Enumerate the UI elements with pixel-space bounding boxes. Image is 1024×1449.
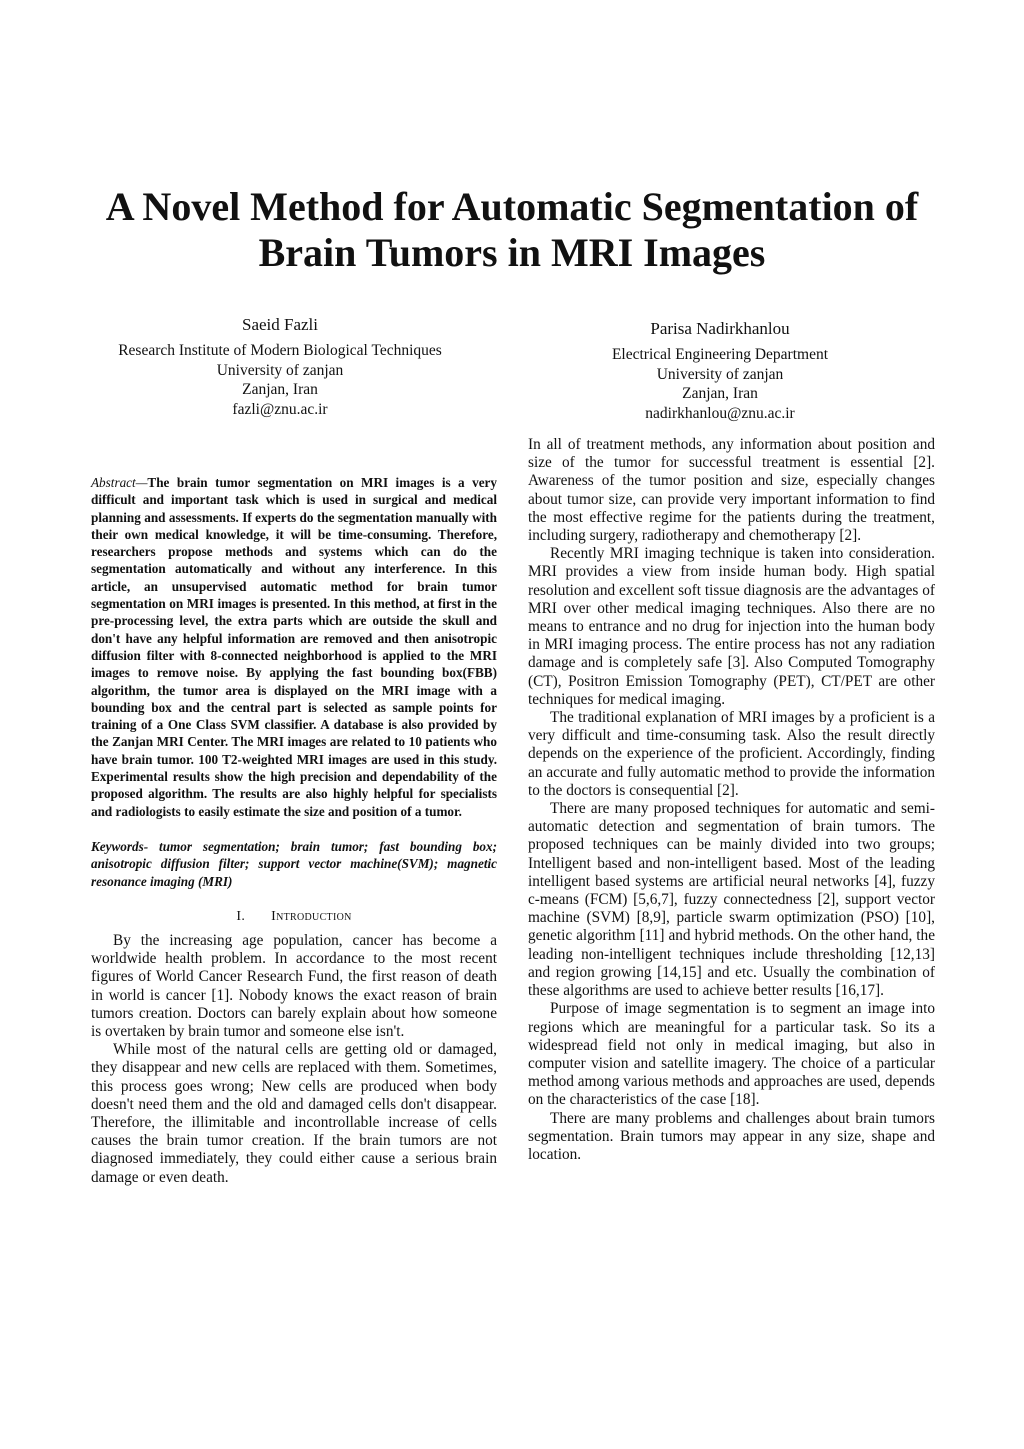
right-column — [528, 436, 935, 1164]
abstract — [91, 474, 497, 820]
author-block-1 — [90, 314, 470, 419]
author-affiliation: Electrical Engineering Department — [611, 346, 829, 363]
author-name: Parisa Nadirkhanlou — [650, 319, 790, 338]
section-number: I. — [236, 908, 246, 924]
left-column — [91, 474, 497, 1187]
author-university: University of zanjan — [216, 361, 344, 379]
keywords: Keywords- tumor segmentation; brain tumor; fast bounding box; anisotropic diffusion filter; support vector machine(SVM); magnetic resonance imaging (MRI) — [91, 838, 497, 889]
body-paragraph: There are many problems and challenges about brain tumors segmentation. Brain tumors may appear in any size, shape and location. — [528, 1109, 935, 1163]
abstract-label: Abstract— — [91, 475, 148, 490]
body-paragraph: In all of treatment methods, any information about position and size of the tumor for successful treatment is essential [2]. Awareness of the tumor position and size, especially changes about tumor size, can provide very important information to find the most effective regime for the patients during the treatment, including surgery, radiotherapy and chemotherapy [2]. — [528, 436, 935, 545]
title-line-1: A Novel Method for Automatic Segmentation of — [105, 184, 919, 229]
abstract-text: The brain tumor segmentation on MRI images is a very difficult and important task which is used in surgical and medical planning and assessments. If experts do the segmentation manually with their own medical knowledge, it will be time-consuming. Therefore, researchers propose methods and systems which can do the segmentation automatically and without any interference. In this article, an unsupervised automatic method for brain tumor segmentation on MRI images is presented. In this method, at first in the pre-processing level, the extra parts which are outside the skull and don't have any helpful information are removed and then anisotropic diffusion filter with 8-connected neighborhood is applied to the MRI images to remove noise. By applying the fast bounding box(FBB) algorithm, the tumor area is displayed on the MRI image with a bounding box and the central part is selected as sample points for training of a One Class SVM classifier. A database is also provided by the Zanjan MRI Center. The MRI images are related to 10 patients who have brain tumor. 100 T2-weighted MRI images are used in this study. Experimental results show the high precision and dependability of the proposed algorithm. The results are also highly helpful for specialists and radiologists to easily estimate the size and position of a tumor. — [91, 475, 497, 819]
body-paragraph: There are many proposed techniques for automatic and semi-automatic detection and segmentation of brain tumors. The proposed techniques can be mainly divided into two groups; Intelligent based and non-intelligent based. Most of the leading intelligent based systems are artificial neural networks [4], fuzzy c-means (FCM) [5,6,7], fuzzy connectedness [2], support vector machine (SVM) [8,9], particle swarm optimization (PSO) [10], genetic algorithm [11] and hybrid methods. On the other hand, the leading non-intelligent techniques include thresholding [12,13] and region growing [14,15] and etc. Usually the combination of these algorithms are used to achieve better results [16,17]. — [528, 800, 935, 1000]
body-paragraph: Recently MRI imaging technique is taken into consideration. MRI provides a view from inside human body. High spatial resolution and excellent soft tissue diagnosis are the advantages of MRI over other medical imaging techniques. Also there are no means to entrance and no drug for injection into the human body in MRI imaging process. The entire process has not any radiation damage and is completely safe [3]. Also Computed Tomography (CT), Positron Emission Tomography (PET), CT/PET are other techniques for medical imaging. — [528, 545, 935, 708]
body-paragraph: Purpose of image segmentation is to segment an image into regions which are meaningful for a particular task. So its a widespread field not only in medical imaging, but also in computer vision and satellite imagery. The choice of a particular method among various methods and approaches are used, depends on the characteristics of the case [18]. — [528, 1000, 935, 1109]
author-location: Zanjan, Iran — [682, 385, 758, 402]
section-title: Introduction — [271, 908, 352, 924]
body-paragraph: While most of the natural cells are getting old or damaged, they disappear and new cells are replaced with them. Sometimes, this process goes wrong; New cells are produced when body doesn't need them and the old and damaged cells don't disappear. Therefore, the illimitable and incontrollable increase of cells causes the brain tumor creation. If the brain tumors are not diagnosed immediately, they could either cause a serious brain damage or even death. — [91, 1041, 497, 1186]
body-paragraph: By the increasing age population, cancer has become a worldwide health problem. In accordance to the most recent figures of World Cancer Research Fund, the first reason of death in world is cancer [1]. Nobody knows the exact reason of brain tumors creation. Doctors can barely explain about how someone is overtaken by brain tumor and someone else isn't. — [91, 932, 497, 1041]
paper-title — [60, 184, 964, 276]
author-email: nadirkhanlou@znu.ac.ir — [645, 404, 795, 422]
body-paragraph: The traditional explanation of MRI images by a proficient is a very difficult and time-consuming task. Also the result directly depends on the experience of the proficient. Accordingly, finding an accurate and fully automatic method to provide the information to the doctors is consequential [2]. — [528, 709, 935, 799]
author-name: Saeid Fazli — [241, 315, 318, 334]
title-line-2: Brain Tumors in MRI Images — [258, 230, 766, 275]
author-university: University of zanjan — [656, 365, 784, 383]
author-block-2 — [540, 318, 900, 423]
section-heading-introduction — [91, 908, 497, 926]
author-affiliation: Research Institute of Modern Biological Techniques — [118, 342, 442, 359]
author-email: fazli@znu.ac.ir — [232, 400, 328, 418]
author-location: Zanjan, Iran — [242, 381, 318, 398]
